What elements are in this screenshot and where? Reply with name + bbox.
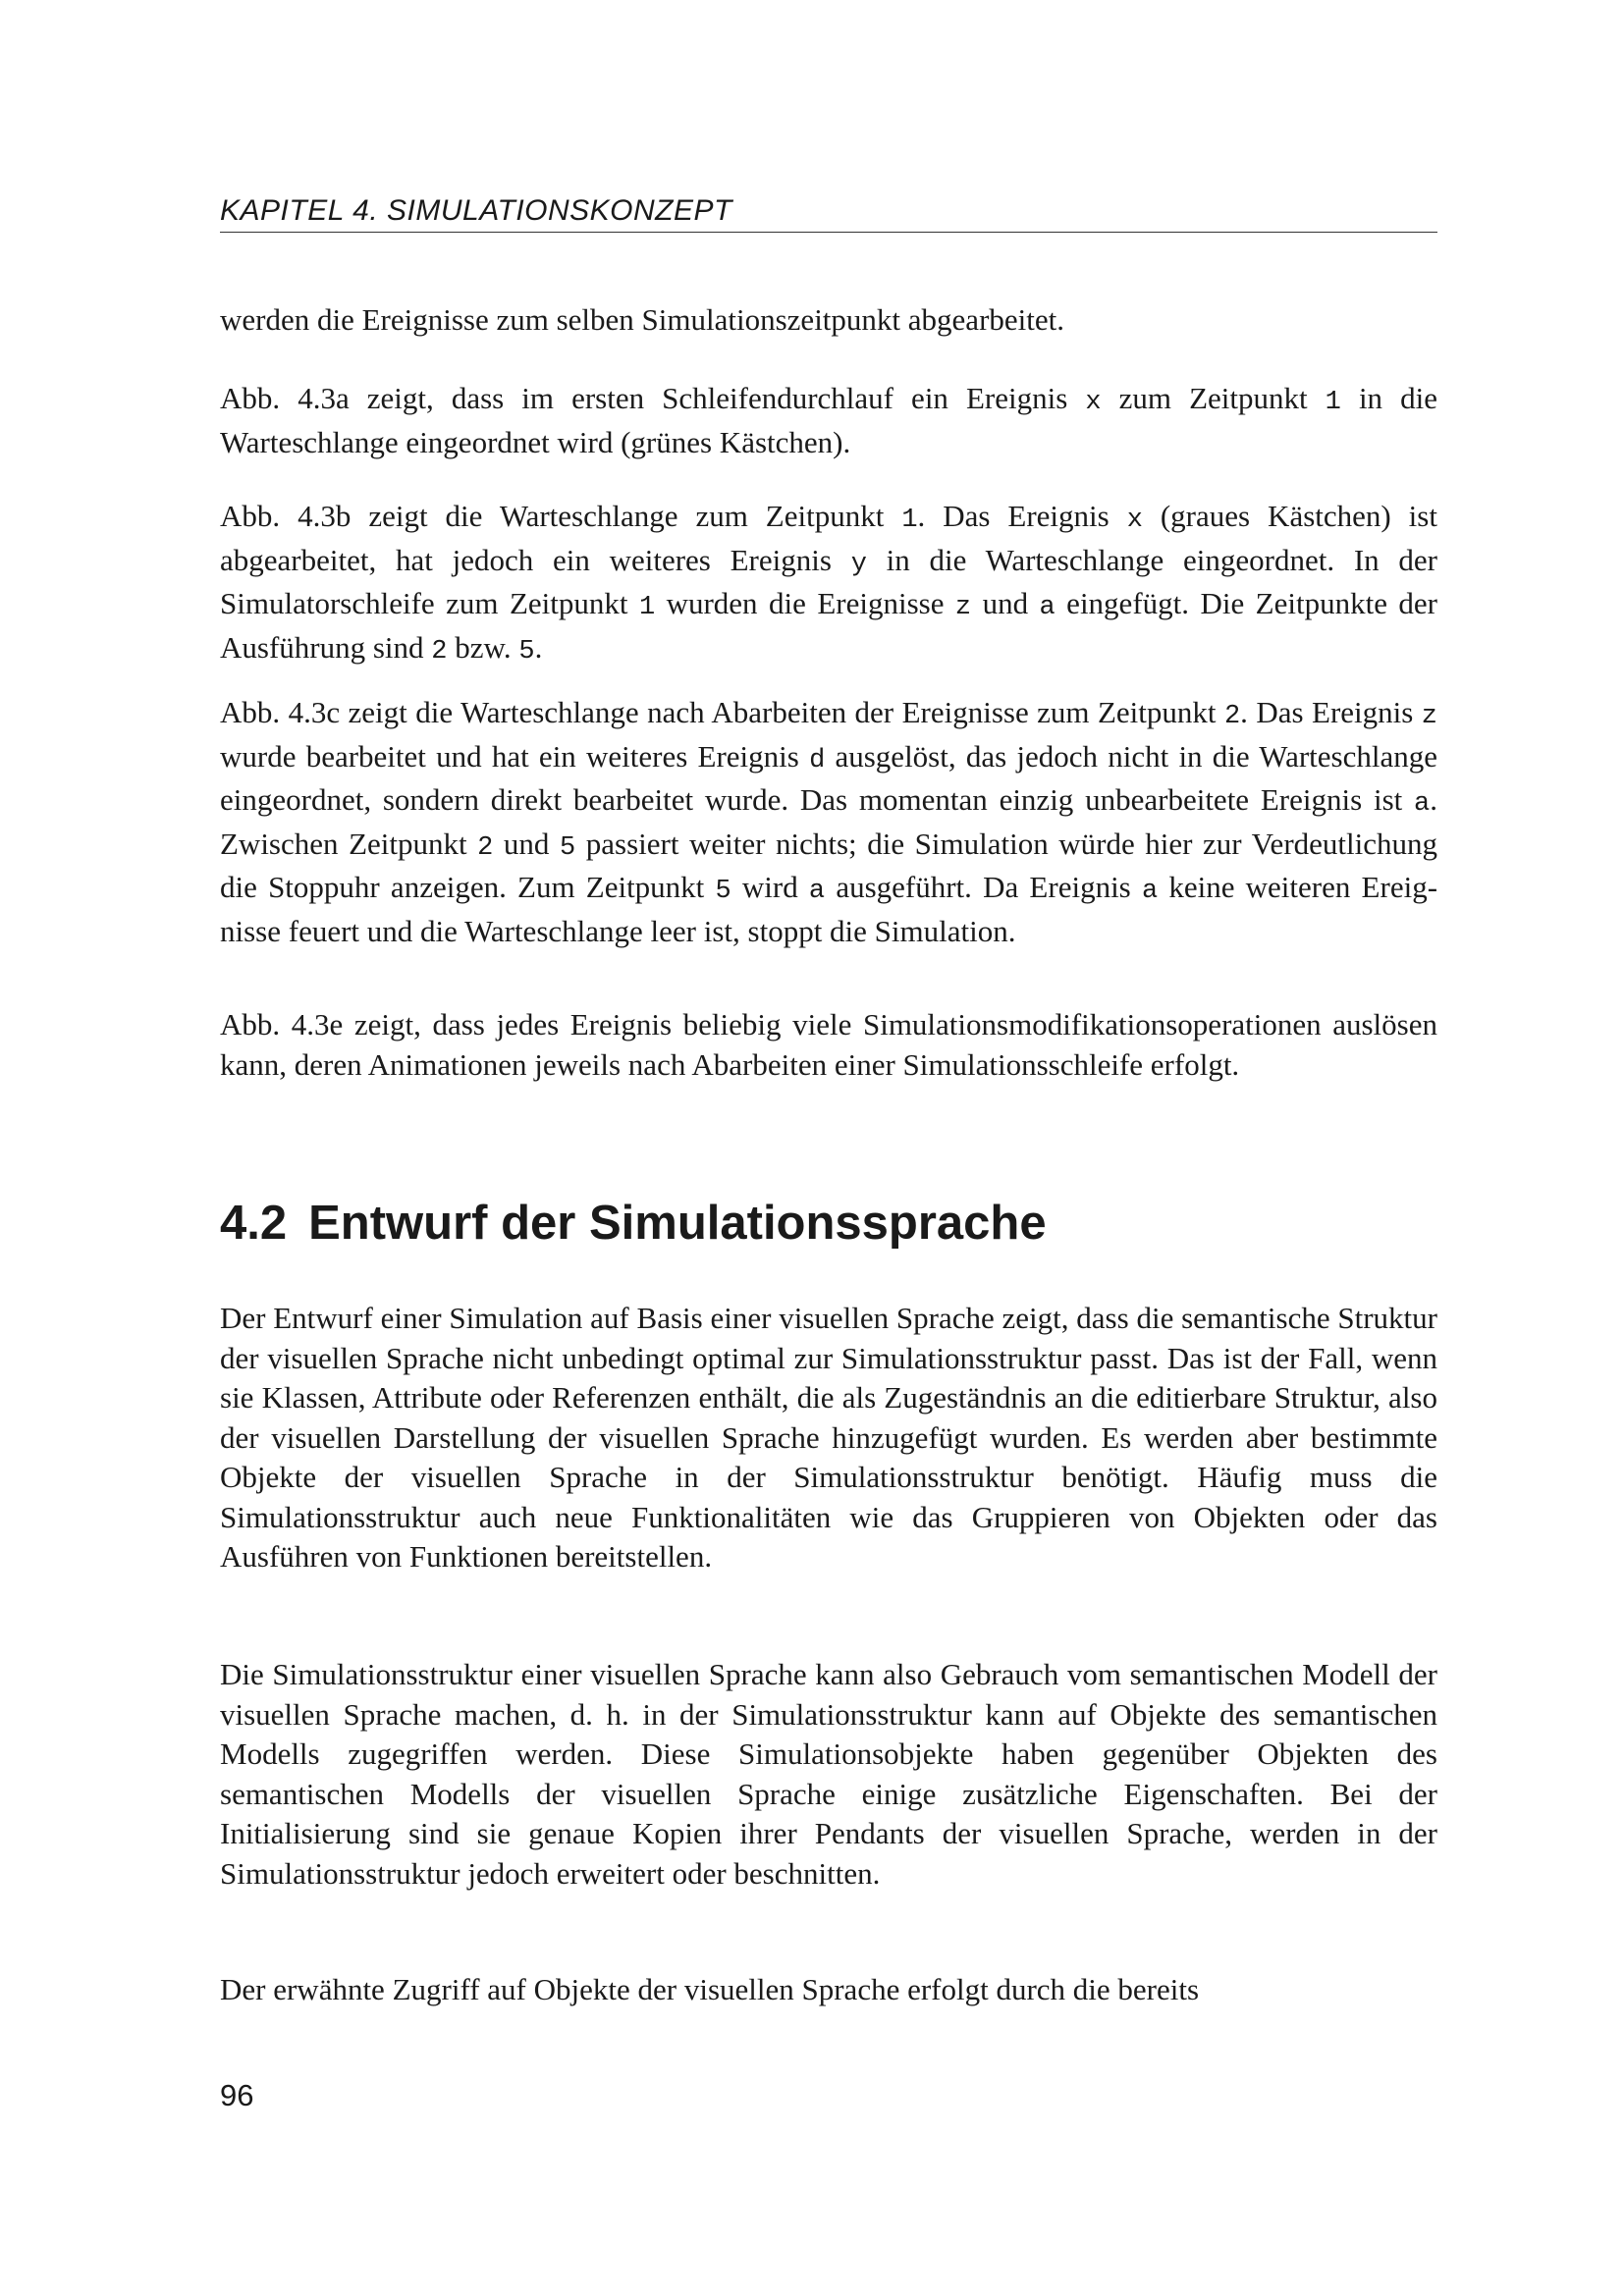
paragraph-7-text: Die Simulationsstruktur einer visuellen Sprache kann also Gebrauch vom semantischen Modell der visuellen Sprache machen, d. h. in der Simulationsstruktur kann auf Objekte des semantischen Modells zugegriffen werden. Diese Simulationsobjekte haben gegenüber Objekten des semantischen Modells der visuellen Sprache einige zusätzliche Eigenschaften. Bei der Initialisierung sind sie genaue Kopien ihrer Pendants der visuellen Sprache, werden in der Simulationsstruktur jedoch erweitert oder beschnitten. [220,1657,1437,1891]
code-token: a [1039,593,1056,622]
running-header-title: KAPITEL 4. SIMULATIONSKONZEPT [220,194,732,227]
paragraph-1 [220,300,1437,341]
code-token: z [954,593,972,622]
code-token: 2 [477,832,494,863]
running-header [220,194,1437,233]
paragraph-1-text: werden die Ereignisse zum selben Simulationszeitpunkt abgearbeitet. [220,302,1064,337]
code-token: 1 [1325,388,1341,417]
paragraph-5 [220,1005,1437,1085]
page-number: 96 [220,2078,254,2112]
code-token: 1 [901,506,918,535]
code-token: y [850,549,867,579]
paragraph-3-text: Abb. 4.3b zeigt die Warteschlange zum Zeitpunkt 1. Das Ereignis x (graues Kästchen) ist abgearbeitet, hat jedoch ein weiteres Ereignis y in die Warteschlange eingeordnet. In der Simulatorschleife zum Zeitpunkt 1 wurden die Ereignisse z und a eingefügt. Die Zeitpunkte der Ausführung sind 2 bzw. 5. [220,499,1437,667]
code-token: 5 [518,636,535,667]
code-token: d [809,745,826,775]
code-token: a [1141,877,1159,906]
paragraph-6-text: Der Entwurf einer Simulation auf Basis einer visuellen Sprache zeigt, dass die semantische Struktur der visuellen Sprache nicht unbedingt optimal zur Simulationsstruktur passt. Das ist der Fall, wenn sie Klassen, Attribute oder Referenzen enthält, die als Zugeständnis an die editierbare Struktur, also der visuellen Darstellung der visuellen Sprache hinzugefügt wurden. Es werden aber bestimmte Objekte der visuellen Sprache in der Simulationsstruktur benötigt. Häufig muss die Simulationsstruktur auch neue Funktionalitäten wie das Gruppieren von Objekten oder das Ausführen von Funktionen bereitstellen. [220,1301,1437,1574]
code-token: x [1126,506,1143,535]
paragraph-3 [220,497,1437,671]
code-token: a [1414,789,1431,819]
paragraph-2 [220,379,1437,462]
paragraph-5-text: Abb. 4.3e zeigt, dass jedes Ereignis beliebig viele Simulationsmodifikationsoperationen auslösen kann, deren Animationen jeweils nach Abarbeiten einer Simulationsschleife erfolgt. [220,1007,1437,1082]
code-token: z [1421,702,1437,731]
paragraph-7 [220,1655,1437,1894]
section-heading [220,1196,1047,1251]
code-token: 2 [431,636,448,667]
paragraph-8 [220,1970,1437,2010]
code-token: 5 [559,832,576,863]
section-title: Entwurf der Simulationssprache [308,1197,1047,1250]
code-token: 1 [638,593,656,622]
code-token: a [808,877,826,906]
code-token: x [1085,388,1102,417]
section-number: 4.2 [220,1197,288,1250]
paragraph-6 [220,1299,1437,1577]
paragraph-4-text: Abb. 4.3c zeigt die Warteschlange nach Abarbeiten der Ereignisse zum Zeitpunkt 2. Das Ereignis z wurde bearbeitet und hat ein weiteres Ereignis d ausgelöst, das jedoch nicht in die Warteschlange eingeordnet, sondern direkt bearbeitet wurde. Das momentan einzig unbearbeitete Ereignis ist a. Zwischen Zeitpunkt 2 und 5 passiert weiter nichts; die Simulation würde hier zur Verdeutlichung die Stoppuhr anzeigen. Zum Zeitpunkt 5 wird a ausgeführt. Da Ereignis a keine weiteren Ereignisse feuert und die Warteschlange leer ist, stoppt die Simulation. [220,695,1438,948]
paragraph-8-text: Der erwähnte Zugriff auf Objekte der visuellen Sprache erfolgt durch die bereits [220,1972,1200,2006]
code-token: 5 [715,877,731,906]
code-token: 2 [1223,702,1241,731]
paragraph-2-text: Abb. 4.3a zeigt, dass im ersten Schleifendurchlauf ein Ereignis x zum Zeitpunkt 1 in die Warteschlange eingeordnet wird (grünes Kästchen). [220,381,1437,459]
paragraph-4 [220,693,1437,951]
